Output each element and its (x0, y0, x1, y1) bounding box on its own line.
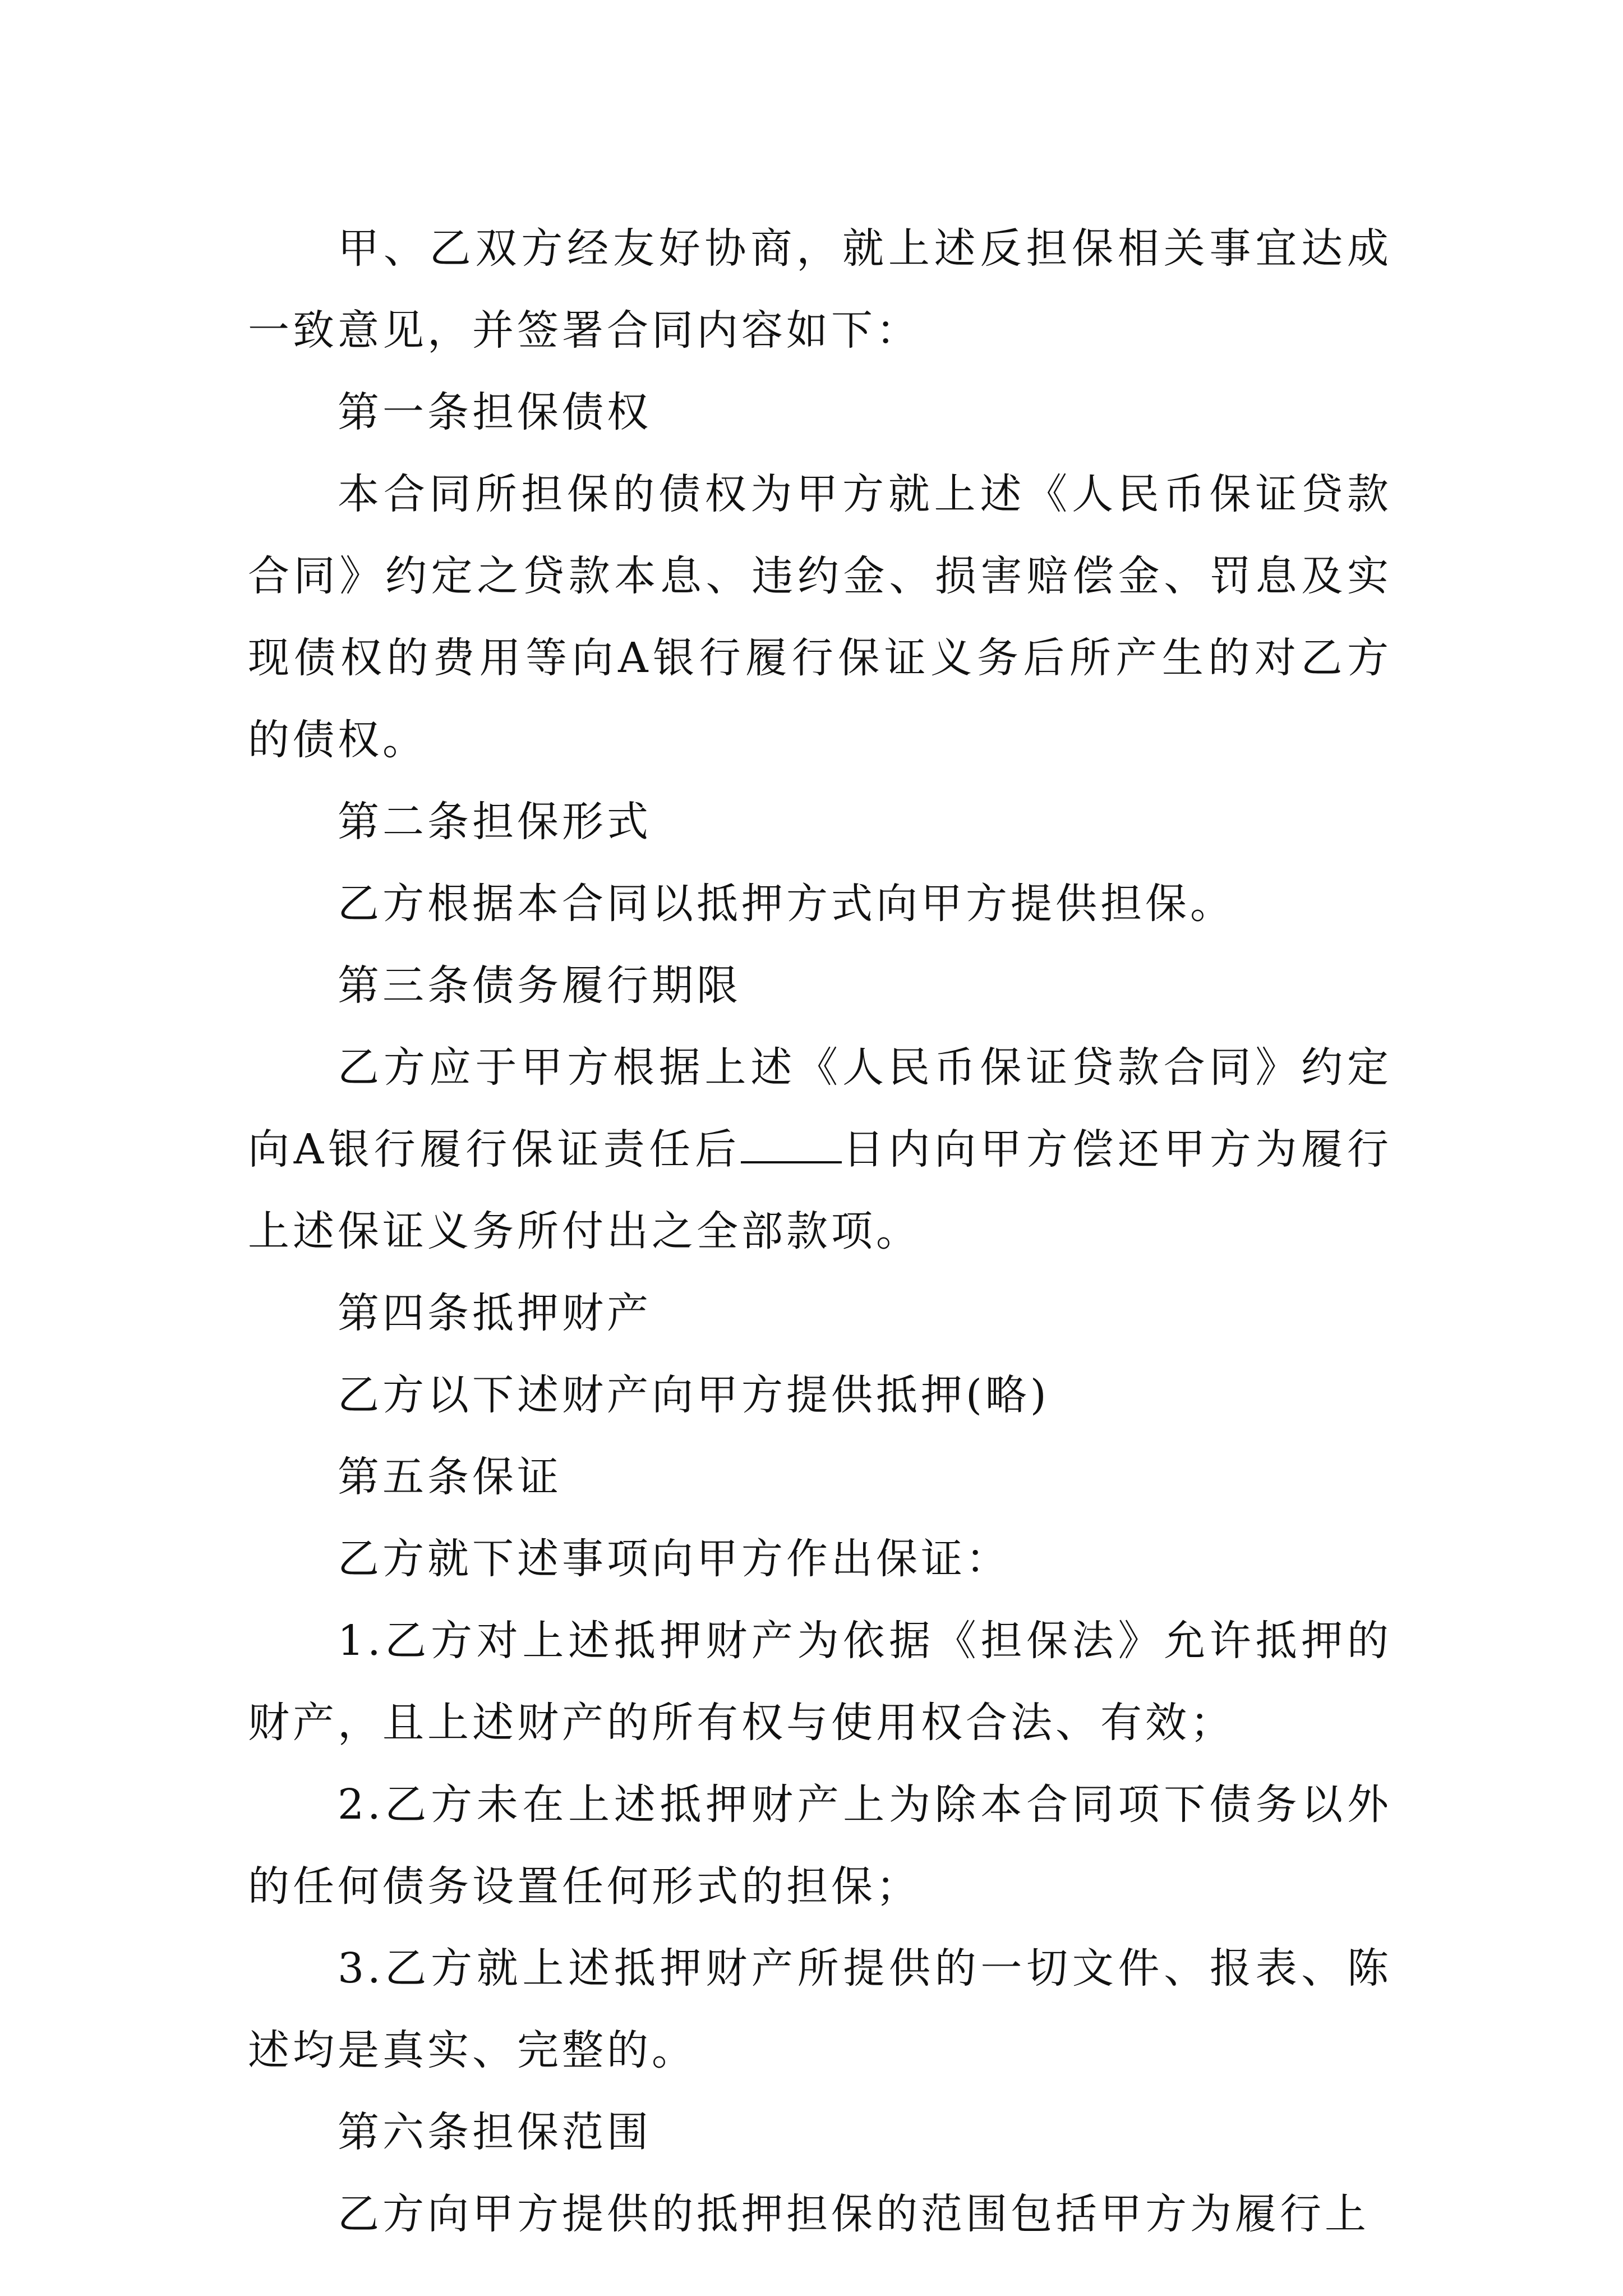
document-body (248, 208, 1392, 2255)
article-5-item-1: 1.乙方对上述抵押财产为依据《担保法》允许抵押的财产，且上述财产的所有权与使用权合法、有效； (248, 1617, 1392, 1747)
article-2-title: 第二条担保形式 (338, 798, 652, 846)
article-5-item-3: 3.乙方就上述抵押财产所提供的一切文件、报表、陈述均是真实、完整的。 (248, 1944, 1392, 2074)
article-2-body: 乙方根据本合同以抵押方式向甲方提供担保。 (338, 880, 1235, 928)
article-5-title: 第五条保证 (338, 1453, 562, 1501)
article-6-title: 第六条担保范围 (338, 2108, 652, 2156)
article-3-title: 第三条债务履行期限 (338, 961, 741, 1010)
article-1-body: 本合同所担保的债权为甲方就上述《人民币保证贷款合同》约定之贷款本息、违约金、损害赔偿金、罚息及实现债权的费用等向A银行履行保证义务后所产生的对乙方的债权。 (248, 470, 1392, 764)
article-4-body: 乙方以下述财产向甲方提供抵押(略) (338, 1371, 1050, 1419)
intro-paragraph: 甲、乙双方经友好协商，就上述反担保相关事宜达成一致意见，并签署合同内容如下： (248, 224, 1392, 355)
article-3-body-after: 日内向甲方偿还甲方为履行上述保证义务所付出之全部款项。 (248, 1125, 1392, 1255)
article-5-item-2: 2.乙方未在上述抵押财产上为除本合同项下债务以外的任何债务设置任何形式的担保； (248, 1780, 1392, 1911)
days-blank-field (741, 1128, 842, 1163)
article-3-body-before: 乙方应于甲方根据上述《人民币保证贷款合同》约定向A银行履行保证责任后 (248, 1043, 1392, 1174)
article-1-title: 第一条担保债权 (338, 388, 652, 436)
article-5-body: 乙方就下述事项向甲方作出保证： (338, 1535, 1011, 1583)
article-4-title: 第四条抵押财产 (338, 1289, 652, 1337)
article-6-body: 乙方向甲方提供的抵押担保的范围包括甲方为履行上 (338, 2190, 1370, 2238)
article-3-body (248, 1027, 1392, 1272)
